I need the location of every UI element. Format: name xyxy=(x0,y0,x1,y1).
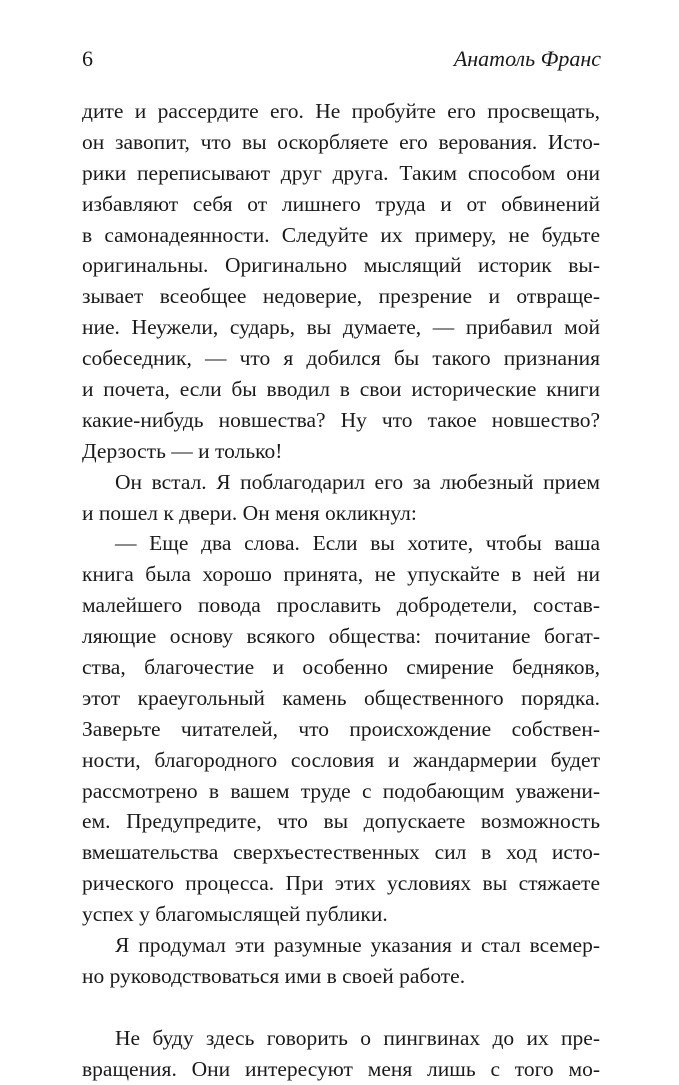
text-line: Я продумал эти разумные указания и стал всемер- xyxy=(115,933,600,958)
text-line: этот краеугольный камень общественного порядка. xyxy=(82,685,600,710)
text-line: ности, благородного сословия и жандармерии будет xyxy=(82,747,600,772)
text-line: какие-нибудь новшества? Ну что такое новшество? xyxy=(82,407,600,432)
text-line: рического процесса. При этих условиях вы стяжаете xyxy=(82,871,600,896)
text-line: ляющие основу всякого общества: почитание богат- xyxy=(82,624,600,649)
text-line: вращения. Они интересуют меня лишь с того мо- xyxy=(82,1056,600,1081)
text-line: в самонадеянности. Следуйте их примеру, не будьте xyxy=(82,222,600,247)
text-line: и пошел к двери. Он меня окликнул: xyxy=(82,500,417,525)
text-line: — Еще два слова. Если вы хотите, чтобы ваша xyxy=(115,531,600,556)
text-line: вмешательства сверхъестественных сил в ход исто- xyxy=(82,840,600,865)
text-line: книга была хорошо принята, не упускайте в ней ни xyxy=(82,562,600,587)
page-number: 6 xyxy=(82,46,93,71)
text-line: успех у благомыслящей публики. xyxy=(82,902,388,927)
text-line: собеседник, — что я добился бы такого признания xyxy=(82,346,600,371)
text-line: оригинальны. Оригинально мыслящий историк вы- xyxy=(82,253,600,278)
text-line: ние. Неужели, сударь, вы думаете, — прибавил мой xyxy=(82,315,600,340)
text-line: Заверьте читателей, что происхождение собствен- xyxy=(82,716,600,741)
text-line: малейшего повода прославить добродетели, состав- xyxy=(82,593,600,618)
text-line: дите и рассердите его. Не пробуйте его просвещать, xyxy=(82,99,600,123)
text-line: избавляют себя от лишнего труда и от обвинений xyxy=(82,191,600,216)
text-line: зывает всеобщее недоверие, презрение и отвраще- xyxy=(82,284,600,309)
text-line: но руководствоваться ими в своей работе. xyxy=(82,963,466,988)
text-line: Не буду здесь говорить о пингвинах до их пре- xyxy=(115,1025,600,1050)
text-line: рики переписывают друг друга. Таким способом они xyxy=(82,160,600,185)
text-line: ства, благочестие и особенно смирение бедняков, xyxy=(82,655,600,680)
text-line: Он встал. Я поблагодарил его за любезный прием xyxy=(115,469,600,494)
text-line: Дерзость — и только! xyxy=(82,438,283,463)
text-line: рассмотрено в вашем труде с подобающим уважени- xyxy=(82,778,600,803)
section-break xyxy=(82,992,600,1023)
running-title: Анатоль Франс xyxy=(453,46,601,71)
text-line: и почета, если бы вводил в свои исторические книги xyxy=(82,377,600,402)
body-text xyxy=(82,96,600,1085)
running-head xyxy=(82,44,601,74)
text-line: ем. Предупредите, что вы допускаете возможность xyxy=(82,809,600,834)
text-line: он завопит, что вы оскорбляете его верования. Исто- xyxy=(82,129,600,154)
